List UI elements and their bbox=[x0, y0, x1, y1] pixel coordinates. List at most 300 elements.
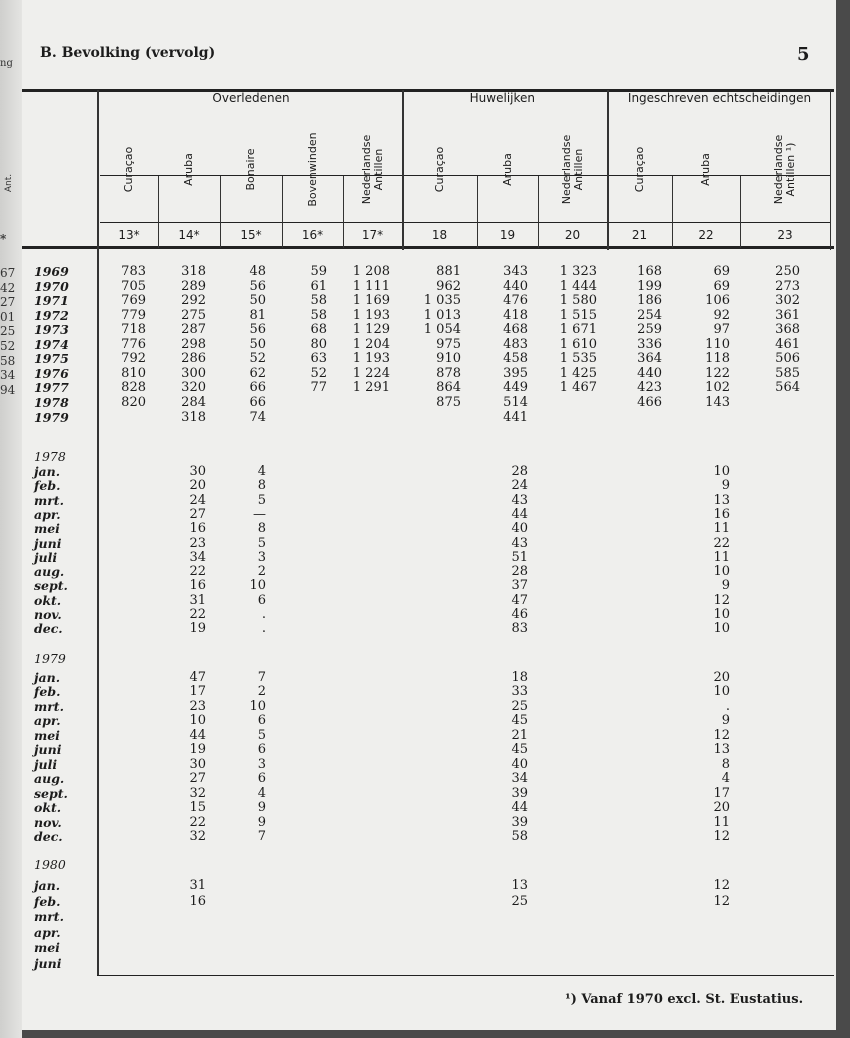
table-cell: 6 bbox=[257, 713, 266, 729]
row-label: apr. bbox=[34, 713, 61, 729]
row-label: okt. bbox=[34, 592, 62, 608]
table-cell: 776 bbox=[121, 336, 146, 352]
table-cell: 1 193 bbox=[352, 307, 390, 323]
section-year-heading: 1979 bbox=[34, 651, 66, 666]
table-cell: 16 bbox=[189, 521, 206, 537]
table-cell: 69 bbox=[713, 278, 730, 294]
table-cell: 30 bbox=[189, 464, 206, 479]
table-cell: 16 bbox=[189, 893, 206, 909]
table-cell: 292 bbox=[181, 293, 206, 309]
row-label: 1976 bbox=[34, 365, 69, 381]
row-label: 1969 bbox=[34, 264, 69, 279]
table-cell: 11 bbox=[713, 521, 730, 537]
table-cell: 39 bbox=[511, 785, 528, 801]
table-cell: 1 193 bbox=[352, 351, 390, 367]
adjacent-fragment: * bbox=[0, 232, 7, 246]
row-label: jan. bbox=[34, 670, 61, 685]
table-cell: 51 bbox=[511, 549, 528, 565]
column-number: 23 bbox=[777, 228, 793, 242]
table-cell: 792 bbox=[121, 351, 146, 367]
table-cell: 69 bbox=[713, 264, 730, 279]
table-cell: 1 425 bbox=[559, 365, 597, 381]
table-cell: 779 bbox=[121, 307, 146, 323]
adjacent-number: 01 bbox=[0, 309, 16, 324]
table-cell: 45 bbox=[511, 742, 528, 758]
row-label: mei bbox=[34, 727, 60, 743]
table-cell: 6 bbox=[257, 771, 266, 787]
table-cell: 8 bbox=[257, 478, 266, 494]
table-cell: 1 580 bbox=[559, 293, 597, 309]
table-cell: 423 bbox=[637, 380, 662, 396]
row-label: 1978 bbox=[34, 394, 69, 410]
table-cell: 10 bbox=[189, 713, 206, 729]
footnote: ¹) Vanaf 1970 excl. St. Eustatius. bbox=[565, 992, 804, 1007]
table-cell: 783 bbox=[121, 264, 146, 279]
table-cell: 68 bbox=[310, 322, 327, 338]
adjacent-number: 94 bbox=[0, 382, 16, 397]
table-cell: 705 bbox=[121, 278, 146, 294]
table-cell: . bbox=[261, 621, 266, 637]
column-header: Aruba bbox=[699, 153, 712, 186]
table-cell: 1 129 bbox=[352, 322, 390, 338]
table-cell: 368 bbox=[775, 322, 800, 338]
table-cell: 122 bbox=[705, 365, 730, 381]
table-cell: 24 bbox=[511, 478, 528, 494]
table-cell: 2 bbox=[257, 564, 266, 580]
table-cell: 62 bbox=[249, 365, 266, 381]
table-cell: 1 035 bbox=[423, 293, 461, 309]
row-label: feb. bbox=[34, 893, 61, 909]
column-rule bbox=[402, 90, 404, 250]
row-label: mei bbox=[34, 940, 60, 956]
table-cell: 58 bbox=[511, 828, 528, 844]
table-cell: 63 bbox=[310, 351, 327, 367]
table-cell: 320 bbox=[181, 380, 206, 396]
table-cell: — bbox=[253, 506, 266, 522]
row-label: dec. bbox=[34, 621, 63, 637]
row-label: nov. bbox=[34, 814, 62, 830]
table-cell: 15 bbox=[189, 800, 206, 816]
table-cell: . bbox=[725, 698, 730, 714]
table-cell: 97 bbox=[713, 322, 730, 338]
table-cell: 440 bbox=[637, 365, 662, 381]
table-cell: 3 bbox=[257, 756, 266, 772]
table-cell: 1 610 bbox=[559, 336, 597, 352]
table-cell: 27 bbox=[189, 771, 206, 787]
table-cell: 1 111 bbox=[352, 278, 390, 294]
row-label: sept. bbox=[34, 578, 68, 594]
table-cell: 10 bbox=[713, 621, 730, 637]
table-cell: 250 bbox=[775, 264, 800, 279]
adjacent-number: 42 bbox=[0, 280, 16, 295]
table-cell: 458 bbox=[503, 351, 528, 367]
table-cell: 56 bbox=[249, 278, 266, 294]
table-cell: 9 bbox=[257, 814, 266, 830]
table-cell: 118 bbox=[705, 351, 730, 367]
column-number: 13* bbox=[118, 228, 140, 242]
table-cell: 92 bbox=[713, 307, 730, 323]
table-cell: 441 bbox=[503, 409, 528, 425]
row-label: mrt. bbox=[34, 698, 64, 714]
table-cell: 13 bbox=[713, 742, 730, 758]
table-cell: 6 bbox=[257, 742, 266, 758]
table-cell: 461 bbox=[775, 336, 800, 352]
table-cell: 143 bbox=[705, 394, 730, 410]
table-cell: 585 bbox=[775, 365, 800, 381]
table-cell: 910 bbox=[436, 351, 461, 367]
table-cell: 284 bbox=[181, 394, 206, 410]
table-cell: 10 bbox=[249, 578, 266, 594]
table-cell: 1 467 bbox=[559, 380, 597, 396]
group-header-huwelijken: Huwelijken bbox=[469, 91, 535, 105]
table-cell: 83 bbox=[511, 621, 528, 637]
row-label: mrt. bbox=[34, 909, 64, 925]
section-year-heading: 1980 bbox=[34, 857, 66, 872]
table-cell: 186 bbox=[637, 293, 662, 309]
row-label: sept. bbox=[34, 785, 68, 801]
table-cell: 34 bbox=[511, 771, 528, 787]
table-cell: 336 bbox=[637, 336, 662, 352]
column-number: 20 bbox=[564, 228, 581, 242]
table-cell: 66 bbox=[249, 380, 266, 396]
table-cell: 32 bbox=[189, 828, 206, 844]
table-cell: 4 bbox=[257, 785, 266, 801]
table-cell: 168 bbox=[637, 264, 662, 279]
table-cell: 10 bbox=[713, 464, 730, 479]
table-cell: 286 bbox=[181, 351, 206, 367]
table-cell: 1 444 bbox=[559, 278, 597, 294]
table-cell: 12 bbox=[713, 878, 730, 893]
table-cell: 81 bbox=[249, 307, 266, 323]
row-label: aug. bbox=[34, 564, 65, 580]
table-cell: 810 bbox=[121, 365, 146, 381]
table-cell: 25 bbox=[511, 698, 528, 714]
table-cell: 466 bbox=[637, 394, 662, 410]
column-rule bbox=[740, 176, 741, 248]
row-label: 1970 bbox=[34, 278, 69, 294]
table-cell: 19 bbox=[189, 742, 206, 758]
group-header-echtscheidingen: Ingeschreven echtscheidingen bbox=[627, 91, 812, 105]
table-cell: 106 bbox=[705, 293, 730, 309]
adjacent-number: 34 bbox=[0, 368, 16, 383]
table-cell: 9 bbox=[257, 800, 266, 816]
table-cell: 483 bbox=[503, 336, 528, 352]
row-label: mrt. bbox=[34, 492, 64, 508]
table-cell: 1 204 bbox=[352, 336, 390, 352]
column-number: 19 bbox=[499, 228, 516, 242]
column-header: Bonaire bbox=[244, 148, 257, 191]
column-header: Nederlandse Antillen bbox=[359, 134, 385, 205]
row-label: juni bbox=[34, 535, 62, 551]
row-label: aug. bbox=[34, 771, 65, 787]
table-cell: 1 013 bbox=[423, 307, 461, 323]
table-cell: 47 bbox=[511, 592, 528, 608]
table-cell: 50 bbox=[249, 293, 266, 309]
table-cell: 275 bbox=[181, 307, 206, 323]
column-number: 16* bbox=[301, 228, 324, 242]
row-label: feb. bbox=[34, 684, 61, 700]
table-cell: 199 bbox=[637, 278, 662, 294]
table-cell: 44 bbox=[189, 727, 206, 743]
column-rule bbox=[672, 176, 673, 248]
table-cell: 22 bbox=[713, 535, 730, 551]
table-cell: 1 169 bbox=[352, 293, 390, 309]
table-cell: 273 bbox=[775, 278, 800, 294]
table-cell: 28 bbox=[511, 564, 528, 580]
table-cell: 30 bbox=[189, 756, 206, 772]
table-cell: 9 bbox=[721, 713, 730, 729]
table-cell: 875 bbox=[436, 394, 461, 410]
table-cell: 449 bbox=[503, 380, 528, 396]
table-cell: 5 bbox=[257, 535, 266, 551]
table-cell: 46 bbox=[511, 607, 528, 622]
group-header-overledenen: Overledenen bbox=[212, 91, 290, 105]
table-cell: 31 bbox=[189, 878, 206, 893]
table-cell: 32 bbox=[189, 785, 206, 801]
column-header: Aruba bbox=[182, 153, 195, 186]
column-header: Curaçao bbox=[632, 146, 646, 193]
table-cell: 16 bbox=[713, 506, 730, 522]
column-rule bbox=[607, 90, 609, 250]
row-label: 1975 bbox=[34, 351, 69, 367]
table-cell: 22 bbox=[189, 607, 206, 622]
table-cell: 8 bbox=[721, 756, 730, 772]
row-label: 1973 bbox=[34, 322, 69, 338]
table-cell: 19 bbox=[189, 621, 206, 637]
table-cell: 47 bbox=[189, 670, 206, 685]
table-cell: 1 671 bbox=[559, 322, 597, 338]
column-number: 15* bbox=[240, 228, 262, 242]
table-cell: 564 bbox=[775, 380, 800, 396]
row-label: feb. bbox=[34, 478, 61, 494]
table-cell: 13 bbox=[511, 878, 528, 893]
table-cell: 11 bbox=[713, 549, 730, 565]
table-cell: 1 208 bbox=[352, 264, 390, 279]
row-label: 1974 bbox=[34, 336, 69, 352]
row-label: juni bbox=[34, 742, 62, 758]
adjacent-number: 58 bbox=[0, 353, 16, 368]
table-cell: 878 bbox=[436, 365, 461, 381]
table-cell: 28 bbox=[511, 464, 528, 479]
table-cell: 1 323 bbox=[559, 264, 597, 279]
column-number: 22 bbox=[698, 228, 714, 242]
row-label: juli bbox=[34, 549, 58, 565]
table-cell: 820 bbox=[121, 394, 146, 410]
table-cell: 962 bbox=[436, 278, 461, 294]
section-title: B. Bevolking (vervolg) bbox=[40, 45, 216, 61]
table-cell: 20 bbox=[713, 670, 730, 685]
table-cell: 259 bbox=[637, 322, 662, 338]
table-cell: 302 bbox=[775, 293, 800, 309]
table-cell: 12 bbox=[713, 592, 730, 608]
table-rule bbox=[97, 975, 834, 976]
table-cell: 4 bbox=[721, 771, 730, 787]
table-cell: 506 bbox=[775, 351, 800, 367]
table-cell: 9 bbox=[721, 578, 730, 594]
table-cell: 52 bbox=[310, 365, 327, 381]
table-cell: 27 bbox=[189, 506, 206, 522]
table-cell: 58 bbox=[310, 307, 327, 323]
row-label: 1977 bbox=[34, 380, 69, 396]
table-cell: 4 bbox=[257, 464, 266, 479]
row-label: mei bbox=[34, 521, 60, 537]
table-cell: 22 bbox=[189, 564, 206, 580]
table-rule bbox=[100, 222, 830, 223]
table-cell: 13 bbox=[713, 492, 730, 508]
row-label: nov. bbox=[34, 607, 62, 622]
table-cell: 361 bbox=[775, 307, 800, 323]
table-cell: 7 bbox=[257, 828, 266, 844]
table-cell: 11 bbox=[713, 814, 730, 830]
table-cell: 110 bbox=[705, 336, 730, 352]
row-label: juli bbox=[34, 756, 58, 772]
table-cell: 476 bbox=[503, 293, 528, 309]
table-cell: 52 bbox=[249, 351, 266, 367]
table-cell: 300 bbox=[181, 365, 206, 381]
table-cell: 5 bbox=[257, 492, 266, 508]
table-cell: 6 bbox=[257, 592, 266, 608]
table-cell: 44 bbox=[511, 800, 528, 816]
column-number: 17* bbox=[361, 228, 384, 242]
row-label: juni bbox=[34, 956, 62, 971]
adjacent-fragment: ng bbox=[0, 58, 13, 69]
table-cell: 18 bbox=[511, 670, 528, 685]
table-cell: 48 bbox=[249, 264, 266, 279]
adjacent-number: 52 bbox=[0, 339, 16, 353]
table-cell: 23 bbox=[189, 698, 206, 714]
table-cell: 17 bbox=[189, 684, 206, 700]
row-label: jan. bbox=[34, 464, 61, 479]
table-cell: 33 bbox=[511, 684, 528, 700]
table-cell: 24 bbox=[189, 492, 206, 508]
column-number: 14* bbox=[178, 228, 200, 242]
table-cell: 17 bbox=[713, 785, 730, 801]
table-cell: 881 bbox=[436, 264, 461, 279]
table-cell: 25 bbox=[511, 893, 528, 909]
table-cell: 1 291 bbox=[352, 380, 390, 396]
row-label: dec. bbox=[34, 828, 63, 844]
table-cell: . bbox=[261, 607, 266, 622]
table-cell: 37 bbox=[511, 578, 528, 594]
table-cell: 9 bbox=[721, 478, 730, 494]
table-cell: 975 bbox=[436, 336, 461, 352]
table-cell: 12 bbox=[713, 893, 730, 909]
table-cell: 20 bbox=[189, 478, 206, 494]
table-cell: 102 bbox=[705, 380, 730, 396]
adjacent-number: 25 bbox=[0, 324, 16, 339]
table-cell: 718 bbox=[121, 322, 146, 338]
table-cell: 468 bbox=[503, 322, 528, 338]
table-cell: 66 bbox=[249, 394, 266, 410]
section-year-heading: 1978 bbox=[34, 449, 66, 464]
page-number: 5 bbox=[797, 44, 810, 65]
table-cell: 318 bbox=[181, 409, 206, 425]
table-cell: 58 bbox=[310, 293, 327, 309]
adjacent-fragment: Ant. bbox=[4, 173, 15, 193]
adjacent-number: 27 bbox=[0, 295, 16, 310]
column-header: Bovenwinden bbox=[305, 132, 319, 207]
table-cell: 21 bbox=[511, 727, 528, 743]
table-cell: 59 bbox=[310, 264, 327, 279]
table-cell: 8 bbox=[257, 521, 266, 537]
table-cell: 7 bbox=[257, 670, 266, 685]
table-cell: 10 bbox=[713, 564, 730, 580]
table-cell: 40 bbox=[511, 756, 528, 772]
table-cell: 1 054 bbox=[423, 322, 461, 338]
table-cell: 56 bbox=[249, 322, 266, 338]
table-cell: 828 bbox=[121, 380, 146, 396]
table-cell: 74 bbox=[249, 409, 266, 425]
row-label: jan. bbox=[34, 878, 61, 893]
column-header: Nederlandse Antillen ¹) bbox=[772, 134, 797, 205]
table-cell: 298 bbox=[181, 336, 206, 352]
column-header: Curaçao bbox=[122, 146, 135, 193]
table-cell: 395 bbox=[503, 365, 528, 381]
table-cell: 364 bbox=[637, 351, 662, 367]
column-header: Nederlandse Antillen bbox=[559, 134, 585, 205]
table-cell: 43 bbox=[511, 492, 528, 508]
adjacent-page-edge bbox=[0, 0, 22, 1038]
table-cell: 343 bbox=[503, 264, 528, 279]
table-cell: 12 bbox=[713, 727, 730, 743]
table-cell: 44 bbox=[511, 506, 528, 522]
column-header: Curaçao bbox=[432, 146, 446, 193]
table-cell: 440 bbox=[503, 278, 528, 294]
row-label: 1972 bbox=[34, 307, 69, 323]
table-cell: 34 bbox=[189, 549, 206, 565]
table-cell: 50 bbox=[249, 336, 266, 352]
table-cell: 61 bbox=[310, 278, 327, 294]
table-cell: 40 bbox=[511, 521, 528, 537]
table-cell: 20 bbox=[713, 800, 730, 816]
table-cell: 31 bbox=[189, 592, 206, 608]
column-rule bbox=[538, 176, 539, 248]
column-number: 21 bbox=[631, 228, 648, 242]
table-cell: 77 bbox=[310, 380, 327, 396]
table-cell: 10 bbox=[713, 607, 730, 622]
table-cell: 5 bbox=[257, 727, 266, 743]
column-header: Aruba bbox=[500, 153, 514, 186]
table-cell: 80 bbox=[310, 336, 327, 352]
column-rule bbox=[97, 90, 99, 975]
row-label: apr. bbox=[34, 924, 61, 940]
table-cell: 16 bbox=[189, 578, 206, 594]
table-rule bbox=[100, 175, 830, 176]
table-cell: 514 bbox=[503, 394, 528, 410]
table-cell: 1 224 bbox=[352, 365, 390, 381]
table-cell: 769 bbox=[121, 293, 146, 309]
table-cell: 418 bbox=[503, 307, 528, 323]
table-cell: 45 bbox=[511, 713, 528, 729]
table-cell: 22 bbox=[189, 814, 206, 830]
row-label: 1979 bbox=[34, 409, 69, 425]
table-cell: 287 bbox=[181, 322, 206, 338]
table-cell: 289 bbox=[181, 278, 206, 294]
table-cell: 1 515 bbox=[559, 307, 597, 323]
table-cell: 23 bbox=[189, 535, 206, 551]
table-cell: 1 535 bbox=[559, 351, 597, 367]
table-cell: 10 bbox=[249, 698, 266, 714]
adjacent-number: 67 bbox=[0, 266, 16, 280]
table-cell: 39 bbox=[511, 814, 528, 830]
table-cell: 43 bbox=[511, 535, 528, 551]
table-rule bbox=[22, 246, 834, 249]
column-number: 18 bbox=[431, 228, 448, 242]
row-label: 1971 bbox=[34, 293, 69, 309]
row-label: okt. bbox=[34, 800, 62, 816]
table-cell: 2 bbox=[257, 684, 266, 700]
column-rule bbox=[830, 90, 831, 250]
